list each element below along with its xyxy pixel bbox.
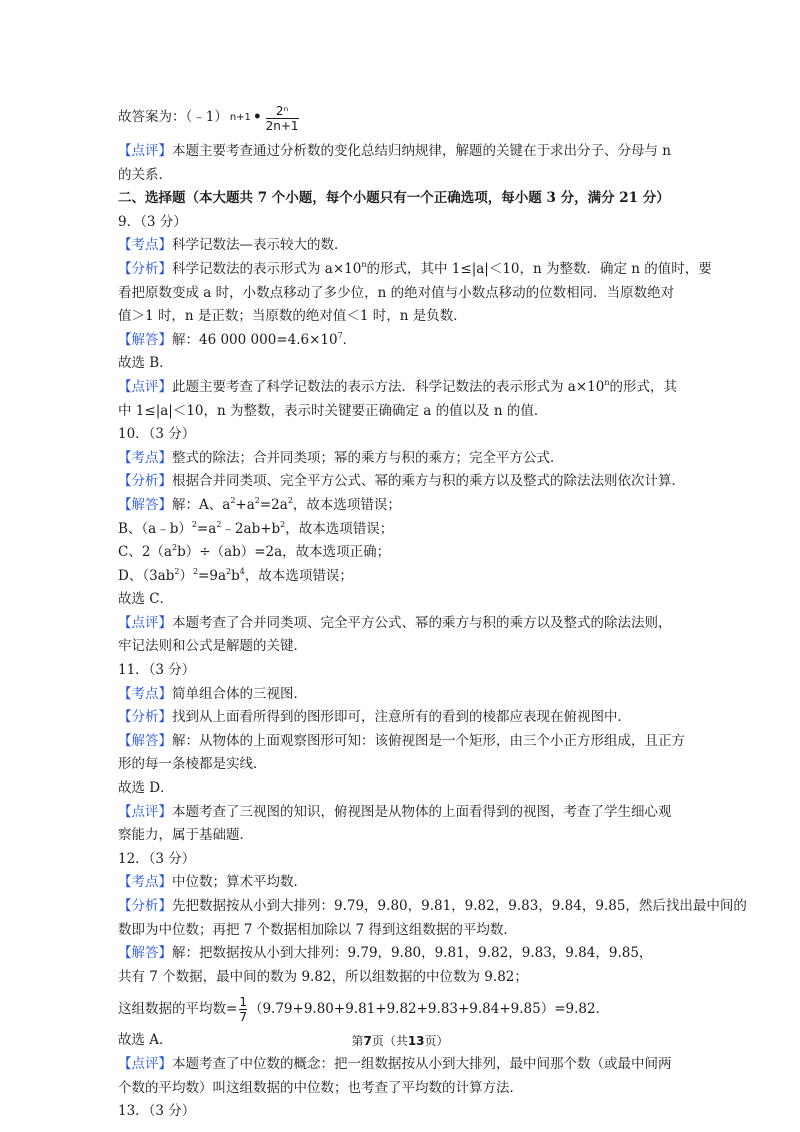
jieda-text: 解：从物体的上面观察图形可知：该俯视图是一个矩形，由三个小正方形组成，且正方 <box>172 732 685 749</box>
math-text: C、2（a <box>118 544 172 561</box>
q12-dianping-line-1 <box>118 1053 688 1077</box>
superscript: 2 <box>254 495 260 505</box>
fraction-numerator: 2ⁿ <box>275 103 289 118</box>
jieda-text: 解：把数据按从小到大排列：9.79，9.80，9.81，9.82，9.83，9.84，9.85， <box>172 945 653 962</box>
fenxi-tag: 【分析】 <box>118 898 172 914</box>
question-number: 11．（3 分） <box>118 662 196 679</box>
q9-choice: 故选 B． <box>118 355 173 372</box>
superscript: 7 <box>337 330 343 340</box>
fenxi-tag: 【分析】 <box>118 473 172 490</box>
answer-fraction <box>266 104 299 133</box>
q12-kaodian <box>118 871 688 895</box>
fenxi-text: 的形式，其中 1≤|a|＜10，n 为整数．确定 n 的值时，要 <box>366 260 712 277</box>
q9-fenxi-line-3: 值＞1 时，n 是正数；当原数的绝对值＜1 时，n 是负数． <box>118 308 467 325</box>
dianping-text: 的形式，其 <box>609 378 677 395</box>
q10-choice: 故选 C． <box>118 591 174 608</box>
math-text: ，故本选项错误； <box>285 520 394 537</box>
fraction-denominator: 7 <box>239 1009 247 1024</box>
total-pages: 13 <box>407 1034 425 1048</box>
superscript: 2 <box>280 519 286 529</box>
q10-jieda-c <box>118 541 688 565</box>
question-number: 9．（3 分） <box>118 213 187 230</box>
dianping-text: 本题考查了中位数的概念：把一组数据按从小到大排列，最中间那个数（或最中间两 <box>172 1055 672 1072</box>
footer-text: 页） <box>424 1034 449 1048</box>
q12-jieda-line-2: 共有 7 个数据，最中间的数为 9.82，所以组数据的中位数为 9.82； <box>118 968 528 985</box>
average-fraction <box>239 995 247 1024</box>
math-text: b）÷（ab）=2a，故本选项正确； <box>177 544 391 561</box>
q12-average-line <box>118 989 688 1029</box>
average-expression: （9.79+9.80+9.81+9.82+9.83+9.84+9.85）=9.82． <box>248 1000 610 1017</box>
kaodian-tag: 【考点】 <box>118 449 172 466</box>
q10-fenxi <box>118 470 688 494</box>
jieda-tag: 【解答】 <box>118 331 172 348</box>
q12-choice: 故选 A． <box>118 1032 173 1049</box>
section-heading: 二、选择题（本大题共 7 个小题，每个小题只有一个正确选项，每小题 3 分，满分 21 分） <box>118 190 670 207</box>
dianping-tag: 【点评】 <box>118 803 172 820</box>
dianping-text: 此题主要考查了科学记数法的表示方法．科学记数法的表示形式为 a×10 <box>172 378 605 395</box>
question-number: 13．（3 分） <box>118 1103 196 1120</box>
q9-fenxi-line-2: 看把原数变成 a 时，小数点移动了多少位，n 的绝对值与小数点移动的位数相同．当原数绝对 <box>118 284 675 301</box>
kaodian-tag: 【考点】 <box>118 685 172 702</box>
q8-answer-line <box>118 96 688 140</box>
kaodian-text: 中位数；算术平均数． <box>172 874 307 891</box>
superscript: n <box>604 377 610 387</box>
jieda-tag: 【解答】 <box>118 945 172 962</box>
question-number: 10．（3 分） <box>118 426 196 443</box>
page-footer <box>0 1032 800 1049</box>
fraction-denominator: 2n+1 <box>265 118 299 133</box>
q11-fenxi <box>118 706 688 730</box>
q9-dianping-line-2: 中 1≤|a|＜10，n 为整数，表示时关键要正确确定 a 的值以及 n 的值． <box>118 402 548 419</box>
q9-fenxi-line-1 <box>118 258 712 282</box>
comment-text: 的关系． <box>118 166 172 183</box>
q11-choice: 故选 D． <box>118 780 174 797</box>
q12-fenxi-line-1 <box>118 895 747 919</box>
document-body <box>118 96 747 1124</box>
kaodian-text: 整式的除法；合并同类项；幂的乘方与积的乘方；完全平方公式． <box>172 449 564 466</box>
superscript: 2 <box>171 543 178 553</box>
superscript: 2 <box>174 566 180 576</box>
jieda-tag: 【解答】 <box>118 732 172 749</box>
q8-comment-line-2 <box>118 164 688 188</box>
math-text: +a <box>235 496 255 513</box>
q10-dianping-line-2: 牢记法则和公式是解题的关键． <box>118 638 307 655</box>
footer-text: 第 <box>351 1034 364 1048</box>
q10-dianping-line-1 <box>118 612 688 636</box>
q11-jieda-line-1 <box>118 730 688 754</box>
math-text: =9a <box>198 567 226 584</box>
dianping-tag: 【点评】 <box>118 1055 172 1072</box>
jieda-text: 解：46 000 000=4.6×10 <box>172 331 338 348</box>
superscript: 2 <box>216 519 222 529</box>
q12-jieda-line-1 <box>118 942 688 966</box>
comment-text: 本题主要考查通过分析数的变化总结归纳规律，解题的关键在于求出分子、分母与 n <box>172 143 671 159</box>
footer-text: 页（共 <box>371 1034 408 1048</box>
superscript: 2 <box>192 566 199 576</box>
average-prefix: 这组数据的平均数= <box>118 1000 238 1017</box>
fenxi-text: 科学记数法的表示形式为 a×10 <box>172 260 362 277</box>
fenxi-text: 根据合并同类项、完全平方公式、幂的乘方与积的乘方以及整式的除法法则依次计算． <box>172 473 685 490</box>
math-text: D、（3ab <box>118 567 175 584</box>
question-number: 12．（3 分） <box>118 850 196 867</box>
q9-dianping-line-1 <box>118 376 688 400</box>
q12-dianping-line-2: 个数的平均数）叫这组数据的中位数；也考查了平均数的计算方法． <box>118 1079 523 1096</box>
math-text: b <box>231 567 240 584</box>
dianping-text: 本题考查了合并同类项、完全平方公式、幂的乘方与积的乘方以及整式的除法法则， <box>172 614 672 631</box>
fenxi-tag: 【分析】 <box>118 260 172 277</box>
math-text: ，故本选项错误； <box>292 496 401 513</box>
fenxi-text: 找到从上面看所得到的图形即可，注意所有的看到的棱都应表现在俯视图中． <box>172 709 631 726</box>
kaodian-tag: 【考点】 <box>118 237 172 254</box>
q10-kaodian <box>118 447 688 471</box>
dianping-text: 本题考查了三视图的知识，俯视图是从物体的上面看得到的视图，考查了学生细心观 <box>172 803 672 820</box>
superscript: 2 <box>287 495 293 505</box>
math-text: ，故本选项错误； <box>244 567 353 584</box>
q10-jieda-a <box>118 494 688 518</box>
dianping-tag: 【点评】 <box>118 378 172 395</box>
comment-tag: 【点评】 <box>118 143 172 159</box>
kaodian-text: 科学记数法—表示较大的数． <box>172 237 348 254</box>
kaodian-text: 简单组合体的三视图． <box>172 685 307 702</box>
q12-fenxi-line-2: 数即为中位数；再把 7 个数据相加除以 7 得到这组数据的平均数． <box>118 921 517 938</box>
math-text: =2a <box>259 496 288 513</box>
q10-jieda-b <box>118 518 688 542</box>
math-text: ﹣2ab+b <box>221 520 281 537</box>
math-text: =a <box>196 520 217 537</box>
jieda-text: ． <box>342 331 357 348</box>
q11-jieda-line-2: 形的每一条棱都是实线． <box>118 756 267 773</box>
q10-jieda-d <box>118 565 688 589</box>
math-text: ） <box>179 567 193 584</box>
answer-exponent: n+1 <box>229 112 251 124</box>
page-number: 7 <box>363 1034 372 1048</box>
superscript: 2 <box>226 566 232 576</box>
q9-jieda <box>118 329 688 353</box>
superscript: 2 <box>191 519 197 529</box>
jieda-tag: 【解答】 <box>118 496 172 513</box>
q11-kaodian <box>118 683 688 707</box>
superscript: 2 <box>230 495 236 505</box>
answer-prefix: 故答案为：（﹣1） <box>118 109 228 126</box>
multiply-dot: • <box>252 109 262 126</box>
kaodian-tag: 【考点】 <box>118 874 172 891</box>
math-text: 解：A、a <box>172 496 231 513</box>
q9-kaodian <box>118 234 688 258</box>
fenxi-text: 先把数据按从小到大排列：9.79，9.80，9.81，9.82，9.83，9.84，9.85，然后找出最中间的 <box>172 898 747 914</box>
q8-comment-line-1 <box>118 140 688 164</box>
fenxi-tag: 【分析】 <box>118 709 172 726</box>
math-text: B、（a﹣b） <box>118 520 192 537</box>
fraction-numerator: 1 <box>239 994 247 1009</box>
dianping-tag: 【点评】 <box>118 614 172 631</box>
superscript: n <box>361 259 367 269</box>
q11-dianping-line-1 <box>118 801 688 825</box>
superscript: 4 <box>239 566 245 576</box>
q11-dianping-line-2: 察能力，属于基础题． <box>118 827 253 844</box>
